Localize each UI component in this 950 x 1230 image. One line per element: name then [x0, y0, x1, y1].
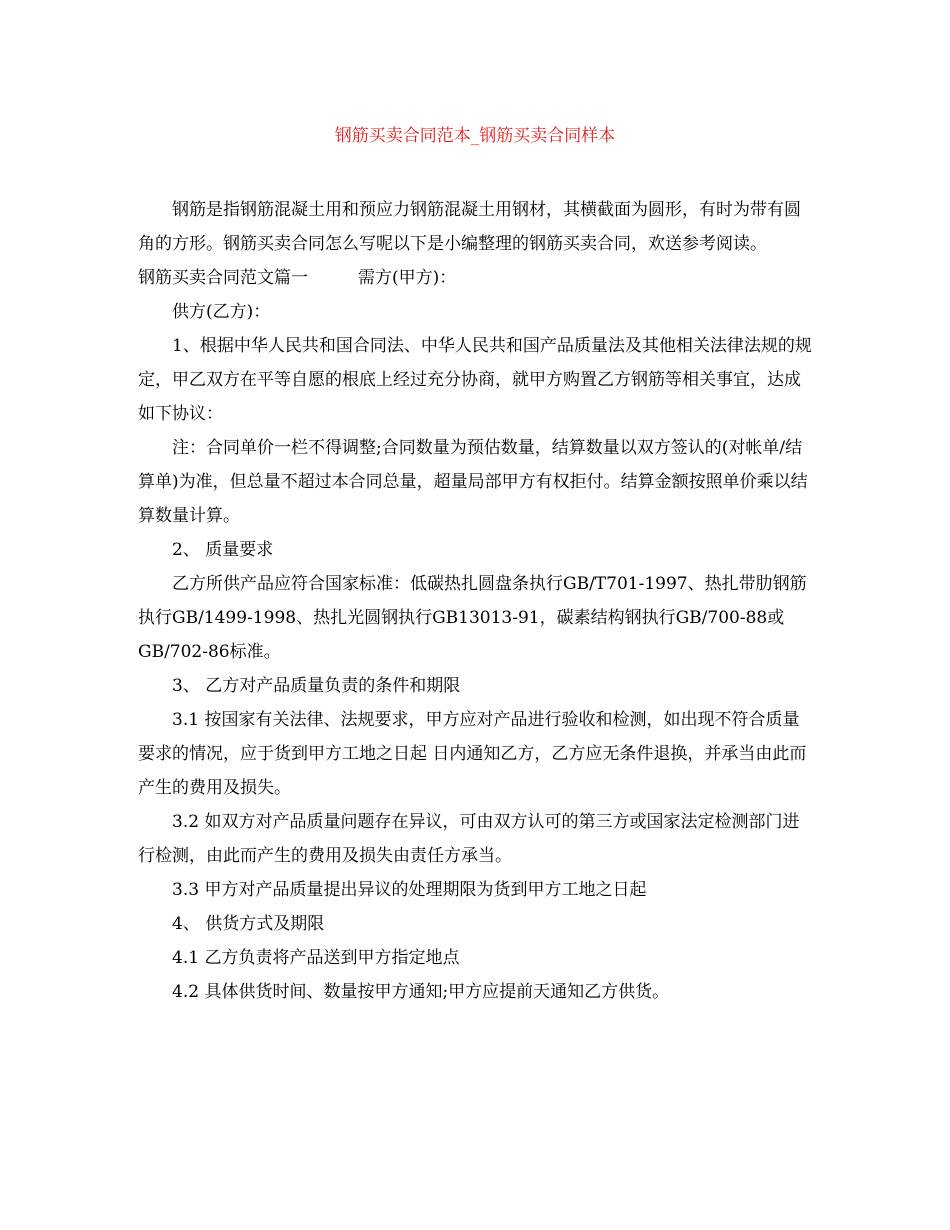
clause-4-heading: 4、 供货方式及期限	[172, 914, 325, 934]
clause-4-2: 4.2 具体供货时间、数量按甲方通知;甲方应提前天通知乙方供货。	[172, 982, 670, 1002]
clause-2-heading: 2、 质量要求	[172, 540, 274, 560]
clause-2-body: 乙方所供产品应符合国家标准：低碳热扎圆盘条执行GB/T701-1997、热扎带肋钢筋执行GB/1499-1998、热扎光圆钢执行GB13013-91，碳素结构钢执行GB/700-88或GB/702-86标准。	[138, 574, 807, 662]
document-title: 钢筋买卖合同范本_钢筋买卖合同样本	[334, 126, 616, 146]
clause-3-2: 3.2 如双方对产品质量问题存在异议，可由双方认可的第三方或国家法定检测部门进行检测，由此而产生的费用及损失由责任方承当。	[138, 812, 800, 866]
clause-3-1: 3.1 按国家有关法律、法规要求，甲方应对产品进行验收和检测，如出现不符合质量要求的情况，应于货到甲方工地之日起 日内通知乙方，乙方应无条件退换，并承当由此而产生的费用及损失。	[138, 710, 807, 798]
document-body	[138, 193, 814, 1009]
section-heading: 钢筋买卖合同范文篇一	[138, 268, 308, 288]
clause-3-heading: 3、 乙方对产品质量负责的条件和期限	[172, 676, 461, 696]
buyer-label: 需方(甲方)：	[358, 268, 457, 288]
note-paragraph: 注：合同单价一栏不得调整;合同数量为预估数量，结算数量以双方签认的(对帐单/结算单)为准，但总量不超过本合同总量，超量局部甲方有权拒付。结算金额按照单价乘以结算数量计算。	[138, 438, 808, 526]
clause-1: 1、根据中华人民共和国合同法、中华人民共和国产品质量法及其他相关法律法规的规定，甲乙双方在平等自愿的根底上经过充分协商，就甲方购置乙方钢筋等相关事宜，达成如下协议：	[138, 336, 812, 424]
clause-4-1: 4.1 乙方负责将产品送到甲方指定地点	[172, 948, 460, 968]
clause-3-3: 3.3 甲方对产品质量提出异议的处理期限为货到甲方工地之日起	[172, 880, 647, 900]
intro-paragraph: 钢筋是指钢筋混凝土用和预应力钢筋混凝土用钢材，其横截面为圆形，有时为带有圆角的方形。钢筋买卖合同怎么写呢以下是小编整理的钢筋买卖合同，欢送参考阅读。	[138, 200, 801, 254]
seller-label: 供方(乙方)：	[172, 302, 271, 322]
section-line	[138, 261, 814, 295]
